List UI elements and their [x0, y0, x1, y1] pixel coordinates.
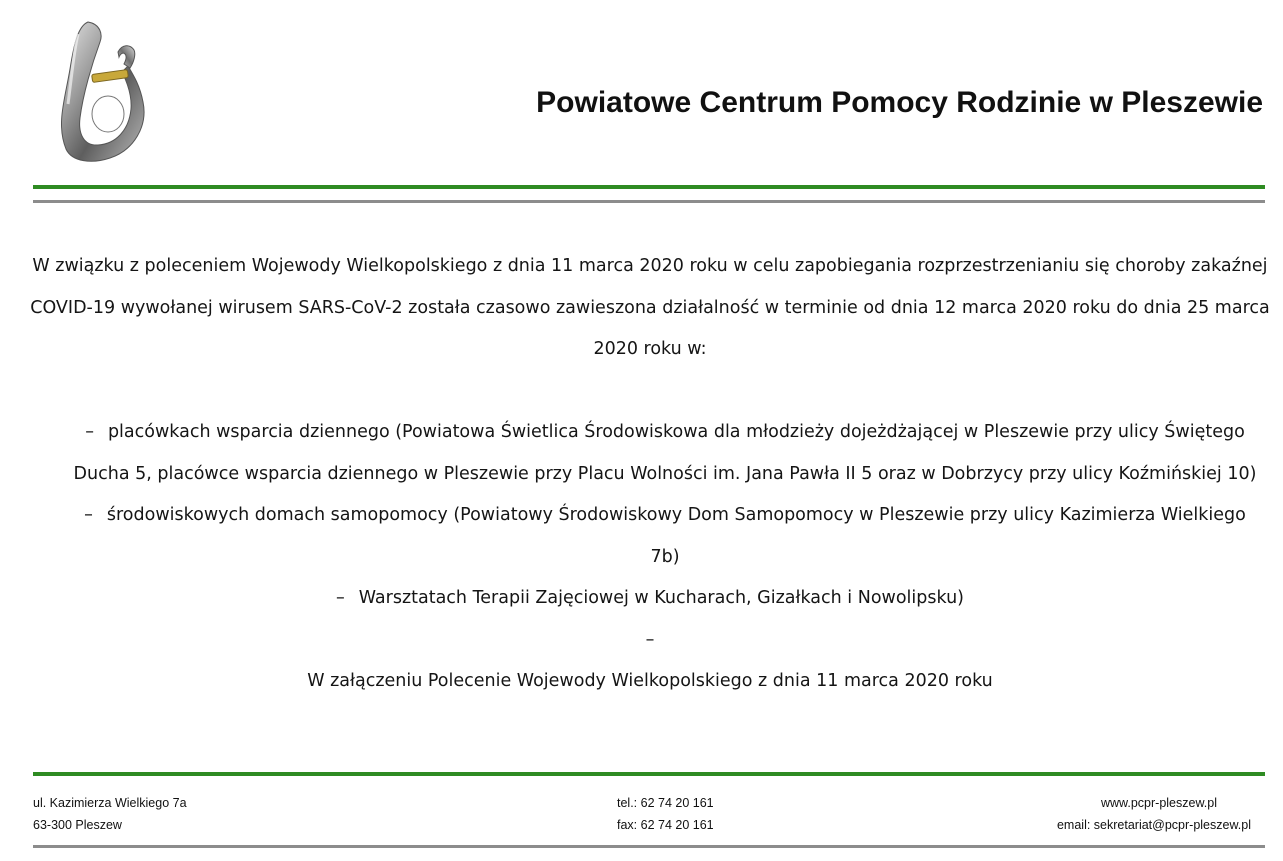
footer-city: 63-300 Pleszew: [33, 818, 122, 832]
list-item: [30, 412, 1270, 495]
footer-tel: tel.: 62 74 20 161: [617, 796, 714, 810]
attachment-note: W załączeniu Polecenie Wojewody Wielkopolskiego z dnia 11 marca 2020 roku: [307, 671, 993, 691]
organization-title: Powiatowe Centrum Pomocy Rodzinie w Pleszewie: [536, 86, 1263, 119]
list-dash: –: [335, 588, 345, 608]
footer-gray-rule: [33, 845, 1265, 848]
list-item: [30, 495, 1270, 578]
announcement-intro: W związku z poleceniem Wojewody Wielkopolskiego z dnia 11 marca 2020 roku w celu zapobiegania rozprzestrzenianiu się choroby zakaźnej COVID-19 wywołanej wirusem SARS-CoV-2 została czasowo zawieszona działalność w terminie od dnia 12 marca 2020 roku do dnia 25 marca 2020 roku w:: [30, 256, 1270, 359]
list-dash: –: [85, 422, 94, 442]
metal-clip-logo-icon: [48, 14, 158, 164]
list-item: [30, 578, 1270, 620]
footer-website-link[interactable]: www.pcpr-pleszew.pl: [1100, 796, 1217, 810]
footer-street: ul. Kazimierza Wielkiego 7a: [33, 796, 187, 810]
list-item-text: placówkach wsparcia dziennego (Powiatowa Świetlica Środowiskowa dla młodzieży dojeżdżającej w Pleszewie przy ulicy Świętego Ducha 5, placówce wsparcia dziennego w Pleszewie przy Placu Wolności im. Jana Pawła II 5 oraz w Dobrzycy przy ulicy Koźmińskiej 10): [73, 422, 1257, 484]
footer-fax: fax: 62 74 20 161: [617, 818, 714, 832]
list-item-text: środowiskowych domach samopomocy (Powiatowy Środowiskowy Dom Samopomocy w Pleszewie przy ulicy Kazimierza Wielkiego 7b): [106, 505, 1246, 567]
list-dash: –: [84, 505, 93, 525]
footer-contact: [1057, 792, 1251, 836]
list-item-text: Warsztatach Terapii Zajęciowej w Kucharach, Gizałkach i Nowolipsku): [358, 588, 965, 608]
header-green-rule: [33, 185, 1265, 189]
trailing-dash: –: [645, 629, 655, 650]
footer-phone: [617, 792, 714, 836]
footer-address: [33, 792, 187, 836]
header-gray-rule: [33, 200, 1265, 203]
announcement-body: [30, 246, 1270, 703]
footer-email-link[interactable]: email: sekretariat@pcpr-pleszew.pl: [1056, 818, 1251, 832]
footer-green-rule: [33, 772, 1265, 776]
